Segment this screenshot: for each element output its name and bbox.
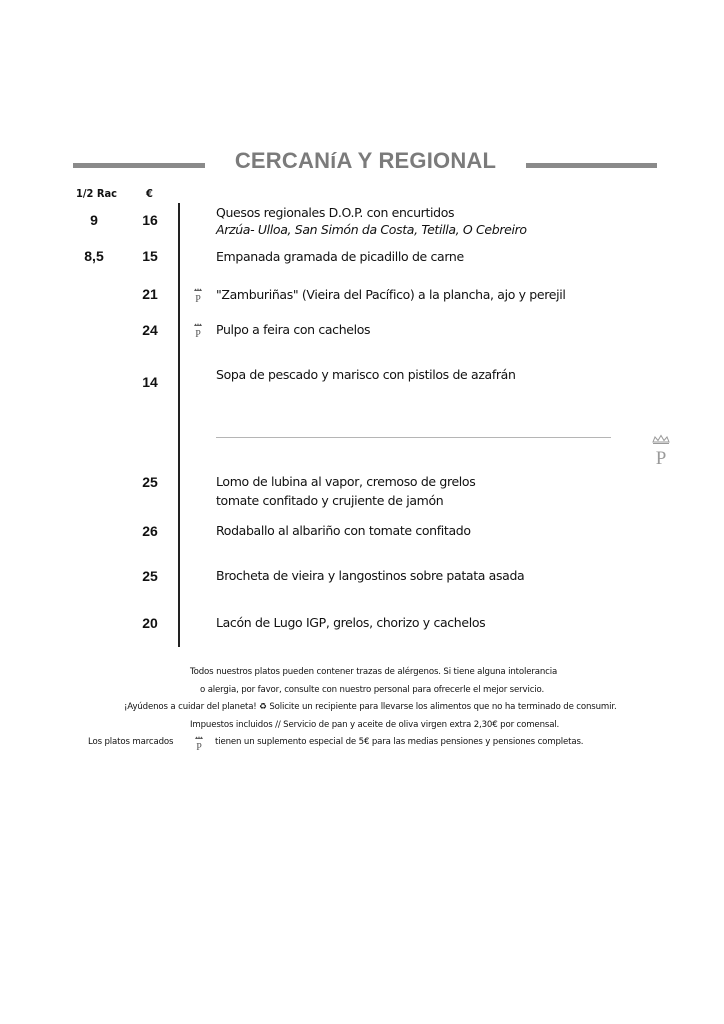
tax-note: Impuestos incluidos // Servicio de pan y aceite de oliva virgen extra 2,30€ por comensal.	[190, 720, 560, 730]
price: 21	[142, 286, 158, 302]
planet-note: ¡Ayúdenos a cuidar del planeta! ♻ Solicite un recipiente para llevarse los alimentos que no ha terminado de consumir.	[124, 702, 617, 712]
column-header-price: €	[146, 187, 153, 200]
parador-crown-p-icon	[192, 735, 206, 751]
price: 25	[142, 474, 158, 490]
svg-text:P: P	[196, 742, 202, 751]
parador-crown-p-icon	[191, 287, 205, 303]
supplement-note-label: Los platos marcados	[88, 737, 174, 747]
half-price: 8,5	[84, 248, 104, 264]
price: 15	[142, 248, 158, 264]
section-divider	[216, 437, 611, 438]
menu-item	[216, 614, 485, 631]
dish-subtitle: Arzúa- Ulloa, San Simón da Costa, Tetilla, O Cebreiro	[216, 222, 527, 237]
menu-item	[216, 321, 370, 338]
price: 25	[142, 568, 158, 584]
column-divider	[178, 203, 180, 647]
parador-logo-icon	[650, 433, 672, 467]
menu-item	[216, 473, 475, 509]
dish-name: "Zamburiñas" (Vieira del Pacífico) a la plancha, ajo y perejil	[216, 287, 566, 302]
allergen-note-2: o alergia, por favor, consulte con nuestro personal para ofrecerle el mejor servicio.	[200, 685, 545, 695]
svg-text:P: P	[655, 448, 667, 467]
price: 26	[142, 523, 158, 539]
menu-item	[216, 248, 464, 265]
half-price: 9	[90, 212, 98, 228]
title-rule-right	[526, 163, 657, 168]
section-header	[0, 148, 724, 182]
price: 14	[142, 374, 158, 390]
price: 24	[142, 322, 158, 338]
menu-item	[216, 204, 527, 238]
price: 16	[142, 212, 158, 228]
menu-item	[216, 522, 471, 539]
svg-text:P: P	[195, 329, 201, 338]
section-title: CERCANíA Y REGIONAL	[234, 148, 497, 173]
dish-name: Lacón de Lugo IGP, grelos, chorizo y cachelos	[216, 615, 486, 630]
dish-name: Quesos regionales D.O.P. con encurtidos	[216, 205, 455, 220]
dish-name: Rodaballo al albariño con tomate confitado	[216, 523, 471, 538]
supplement-note: tienen un suplemento especial de 5€ para las medias pensiones y pensiones completas.	[215, 737, 584, 747]
svg-text:P: P	[195, 294, 201, 303]
dish-name: Lomo de lubina al vapor, cremoso de grelos	[216, 474, 476, 489]
menu-item	[216, 567, 524, 584]
column-header-half: 1/2 Rac	[76, 187, 117, 200]
dish-name-line2: tomate confitado y crujiente de jamón	[216, 493, 444, 508]
dish-name: Brocheta de vieira y langostinos sobre patata asada	[216, 568, 525, 583]
menu-item	[216, 286, 565, 303]
allergen-note: Todos nuestros platos pueden contener trazas de alérgenos. Si tiene alguna intolerancia	[190, 667, 558, 677]
dish-name: Pulpo a feira con cachelos	[216, 322, 371, 337]
dish-name: Empanada gramada de picadillo de carne	[216, 249, 464, 264]
price: 20	[142, 615, 158, 631]
menu-item	[216, 366, 516, 383]
title-rule-left	[73, 163, 205, 168]
parador-crown-p-icon	[191, 322, 205, 338]
dish-name: Sopa de pescado y marisco con pistilos de azafrán	[216, 367, 516, 382]
